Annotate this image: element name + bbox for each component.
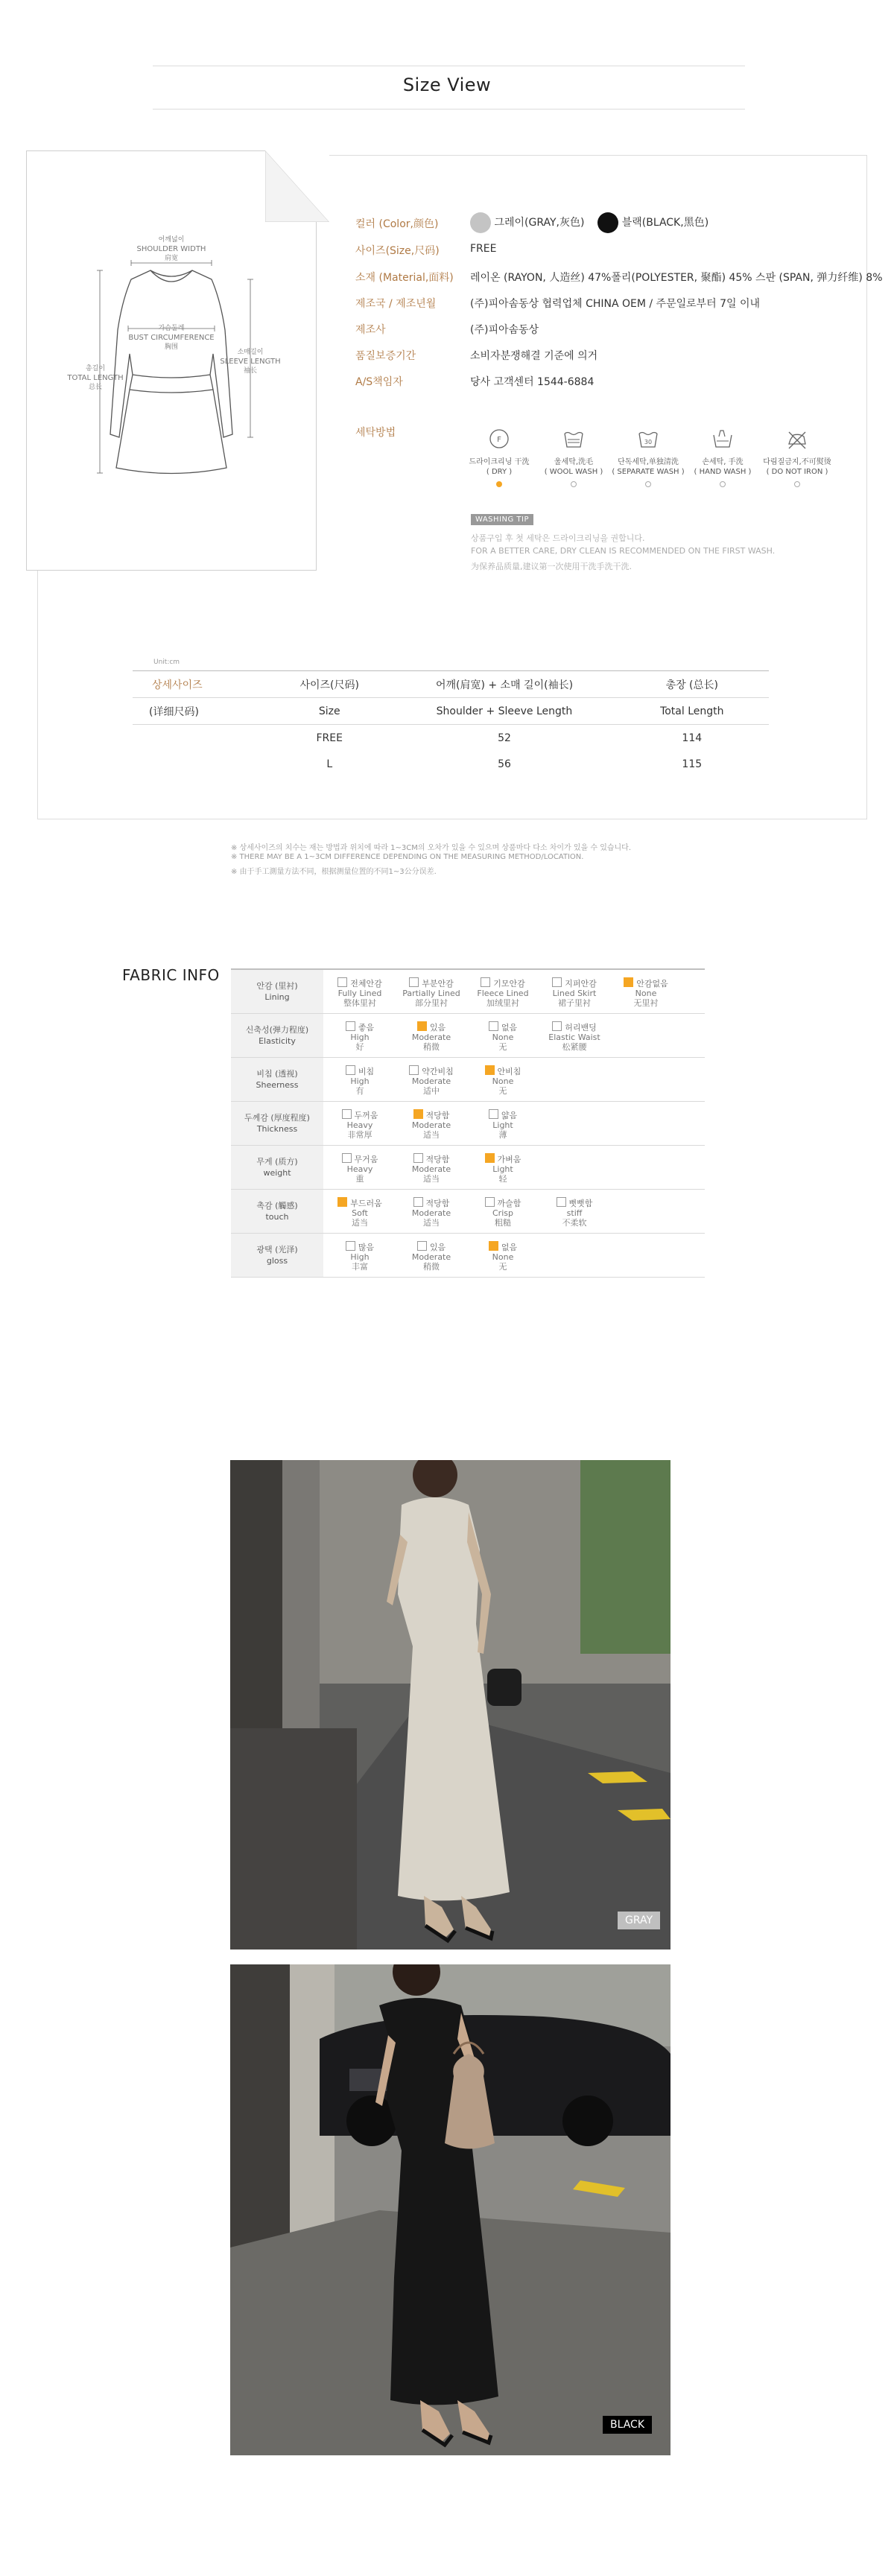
fabric-option[interactable]: 안감없음 None 无里衬 [610,976,682,1008]
black-dress-photo [230,1964,670,2455]
fabric-option[interactable]: 기모안감 Fleece Lined 加绒里衬 [477,978,529,1008]
fabric-option[interactable]: 적당함 Moderate 适当 [411,1110,451,1140]
fabric-option[interactable]: 많음 High 丰富 [324,1240,396,1272]
checkbox-icon[interactable] [485,1065,495,1075]
fabric-row [231,969,705,1014]
fabric-row-label: 신축성(弹力程度) Elasticity [231,1014,323,1058]
washing-tip-en: FOR A BETTER CARE, DRY CLEAN IS RECOMMENDED ON THE FIRST WASH. [471,546,776,556]
checkbox-icon[interactable] [417,1021,427,1031]
bust-label-cn: 胸围 [164,343,179,351]
gray-dress-photo-art [230,1460,670,1950]
checkbox-icon[interactable] [624,977,633,987]
spec-label-wash: 세탁방법 [355,427,396,439]
size-detail-label-cn: (详细尺码) [133,698,265,725]
fabric-option[interactable]: 얇음 Light 薄 [467,1108,539,1140]
svg-text:F: F [497,436,501,444]
fabric-option[interactable]: 좋음 High 好 [324,1020,396,1052]
gray-photo-tag: GRAY [618,1912,660,1929]
fabric-row-label: 광택 (光泽) gloss [231,1234,323,1278]
spec-label-as: A/S책임자 [355,376,403,388]
fabric-row-label: 무게 (质方) weight [231,1146,323,1190]
fabric-option[interactable]: 비침 High 有 [324,1064,396,1096]
black-dress-photo-art [230,1964,670,2455]
wash-dot-wool[interactable] [571,481,577,487]
color-options [470,212,708,233]
wash-dot-dry[interactable] [496,481,502,487]
checkbox-icon[interactable] [337,977,347,987]
fabric-row-options [323,1102,705,1146]
wash-dot-separate[interactable] [645,481,651,487]
note-cn: ※ 由于手工測量方法不同，根据测量位置的不同1~3公分误差. [231,868,437,876]
wash-item-dry: F 드라이크리닝 干洗 ( DRY ) [458,426,540,477]
total-label-cn: 总长 [88,384,103,391]
size-table [133,670,769,777]
svg-text:30: 30 [644,439,653,445]
checkbox-icon[interactable] [409,977,419,987]
fabric-row-options [323,1058,705,1102]
spec-value-warranty: 소비자분쟁해결 기준에 의거 [470,350,598,362]
wash-item-noiron: 다림질금지,不可熨烫 ( DO NOT IRON ) [756,426,838,477]
total-label-en: TOTAL LENGTH [67,374,124,382]
title-bottom-rule [153,109,745,110]
checkbox-icon[interactable] [552,977,562,987]
checkbox-icon[interactable] [557,1197,566,1207]
fabric-row-label: 촉감 (觸感) touch [231,1190,323,1234]
checkbox-icon[interactable] [481,977,490,987]
fabric-row-options [323,1014,705,1058]
fabric-option[interactable]: 있음 Moderate 稍微 [411,1242,451,1272]
wool-wash-icon [561,426,586,451]
wash-item-separate: 30 단독세탁,单独清洗 ( SEPARATE WASH ) [607,426,689,477]
checkbox-icon[interactable] [413,1197,423,1207]
black-photo-tag: BLACK [603,2416,652,2434]
fabric-option[interactable]: 부드러움 Soft 适当 [324,1196,396,1228]
spec-value-maker: (주)피아솜동상 [470,324,539,336]
checkbox-icon[interactable] [413,1109,423,1119]
page-fold-decoration [265,150,329,222]
size-table-row: L 56 115 [326,758,703,770]
total-label-kr: 총길이 [85,365,106,372]
note-en: ※ THERE MAY BE A 1~3CM DIFFERENCE DEPENDING ON THE MEASURING METHOD/LOCATION. [231,853,584,861]
fabric-option[interactable]: 적당함 Moderate 适当 [411,1154,451,1184]
checkbox-icon[interactable] [346,1241,355,1251]
bust-label-kr: 가슴둘레 [158,325,185,332]
spec-label-size: 사이즈(Size,尺码) [355,245,440,257]
washing-tip-badge: WASHING TIP [471,514,533,525]
spec-label-warranty: 품질보증기간 [355,350,416,362]
washing-tip-kr: 상품구입 후 첫 세탁은 드라이크리닝을 권합니다. [471,533,645,543]
fabric-option[interactable]: 부분안감 Partially Lined 部分里衬 [402,978,460,1008]
sleeve-label-kr: 소매길이 [237,349,264,356]
size-table-header-kr: 상세사이즈 사이즈(尺码) 어깨(肩宽) + 소매 길이(袖长) 총장 (总长) [133,671,769,698]
fabric-row [231,1190,705,1234]
fabric-option[interactable]: 전체안감 Fully Lined 整体里衬 [337,978,382,1008]
wash-dot-noiron[interactable] [794,481,800,487]
fabric-option[interactable]: 가벼움 Light 轻 [467,1152,539,1184]
gray-dress-photo [230,1460,670,1950]
spec-value-as: 당사 고객센터 1544-6884 [470,376,595,388]
gray-label: 그레이(GRAY,灰色) [494,217,585,229]
hand-wash-icon [710,426,735,451]
checkbox-icon[interactable] [485,1197,495,1207]
fabric-row-label: 안감 (里衬) Lining [231,969,323,1014]
spec-label-maker: 제조사 [355,324,386,336]
fabric-info-table [231,968,705,1278]
wash-item-hand: 손세탁, 手洗 ( HAND WASH ) [682,426,764,477]
fabric-option[interactable]: 뻣뻣함 stiff 不柔软 [539,1196,610,1228]
note-kr: ※ 상세사이즈의 치수는 재는 방법과 위치에 따라 1~3CM의 오차가 있을 수 있으며 상품마다 다소 차이가 있을 수 있습니다. [231,844,632,852]
fabric-option[interactable]: 없음 None 无 [467,1020,539,1052]
fabric-row-options [323,1146,705,1190]
no-iron-icon [784,426,810,451]
checkbox-icon[interactable] [409,1065,419,1075]
checkbox-icon[interactable] [489,1109,498,1119]
spec-value-origin: (주)피아솜동상 협력업체 CHINA OEM / 주문일로부터 7일 이내 [470,298,761,310]
fabric-option[interactable]: 두꺼움 Heavy 非常厚 [324,1108,396,1140]
spec-value-material: 레이온 (RAYON, 人造丝) 47%폴리(POLYESTER, 聚酯) 45% 스판 (SPAN, 弹力纤维) 8% [470,272,883,284]
fabric-row-label: 두께감 (厚度程度) Thickness [231,1102,323,1146]
checkbox-icon[interactable] [337,1197,347,1207]
sleeve-label-en: SLEEVE LENGTH [220,358,281,366]
fabric-row-options [323,1234,705,1278]
checkbox-icon[interactable] [342,1109,352,1119]
checkbox-icon[interactable] [342,1153,352,1163]
wash-dot-hand[interactable] [720,481,726,487]
fabric-row-label: 비침 (透视) Sheerness [231,1058,323,1102]
size-table-header-en: (详细尺码) Size Shoulder + Sleeve Length Total Length [133,698,769,725]
shoulder-label-cn: 肩宽 [164,255,179,262]
checkbox-icon[interactable] [489,1021,498,1031]
checkbox-icon[interactable] [552,1021,562,1031]
sleeve-label-cn: 袖长 [243,367,258,375]
checkbox-icon[interactable] [417,1241,427,1251]
fabric-row-options [323,969,705,1014]
unit-label: Unit:cm [153,659,180,666]
checkbox-icon[interactable] [413,1153,423,1163]
spec-value-size: FREE [470,243,497,255]
fabric-option[interactable]: 안비침 None 无 [467,1064,539,1096]
fabric-option[interactable]: 무거움 Heavy 重 [324,1152,396,1184]
size-detail-label: 상세사이즈 [133,671,265,698]
checkbox-icon[interactable] [485,1153,495,1163]
fabric-option[interactable]: 지퍼안감 Lined Skirt 裙子里衬 [552,978,597,1008]
black-label: 블랙(BLACK,黑色) [621,217,709,229]
fabric-row [231,1234,705,1278]
fabric-row-options [323,1190,705,1234]
spec-label-origin: 제조국 / 제조년월 [355,298,437,310]
page-title: Size View [402,74,492,95]
shoulder-label-en: SHOULDER WIDTH [136,245,206,253]
gray-swatch[interactable] [470,212,491,233]
size-table-row: FREE 52 114 [316,732,703,744]
fabric-info-title: FABRIC INFO [122,966,220,984]
fabric-option[interactable]: 없음 None 无 [467,1240,539,1272]
fabric-option[interactable]: 약간비침 Moderate 适中 [396,1064,467,1096]
fabric-option[interactable]: 허리밴딩 Elastic Waist 松紧腰 [548,1022,600,1052]
fabric-row [231,1146,705,1190]
fabric-row [231,1102,705,1146]
dry-clean-icon [486,426,512,451]
washing-tip-cn: 为保养品质量,建议第一次使用干洗手洗干洗. [471,562,632,571]
shoulder-label-kr: 어깨넓이 [158,236,185,244]
checkbox-icon[interactable] [489,1241,498,1251]
fabric-option[interactable]: 적당함 Moderate 适当 [411,1198,451,1228]
checkbox-icon[interactable] [346,1065,355,1075]
wash-item-wool: 울세탁,洗毛 ( WOOL WASH ) [533,426,615,477]
spec-label-material: 소재 (Material,面料) [355,272,454,284]
bust-label-en: BUST CIRCUMFERENCE [128,334,215,342]
spec-label-color: 컬러 (Color,颜色) [355,218,439,230]
fabric-row [231,1058,705,1102]
checkbox-icon[interactable] [346,1021,355,1031]
separate-wash-icon [635,426,661,451]
black-swatch[interactable] [597,212,618,233]
fabric-row [231,1014,705,1058]
fabric-option[interactable]: 있음 Moderate 稍微 [411,1022,451,1052]
fabric-option[interactable]: 까슬함 Crisp 粗糙 [467,1196,539,1228]
